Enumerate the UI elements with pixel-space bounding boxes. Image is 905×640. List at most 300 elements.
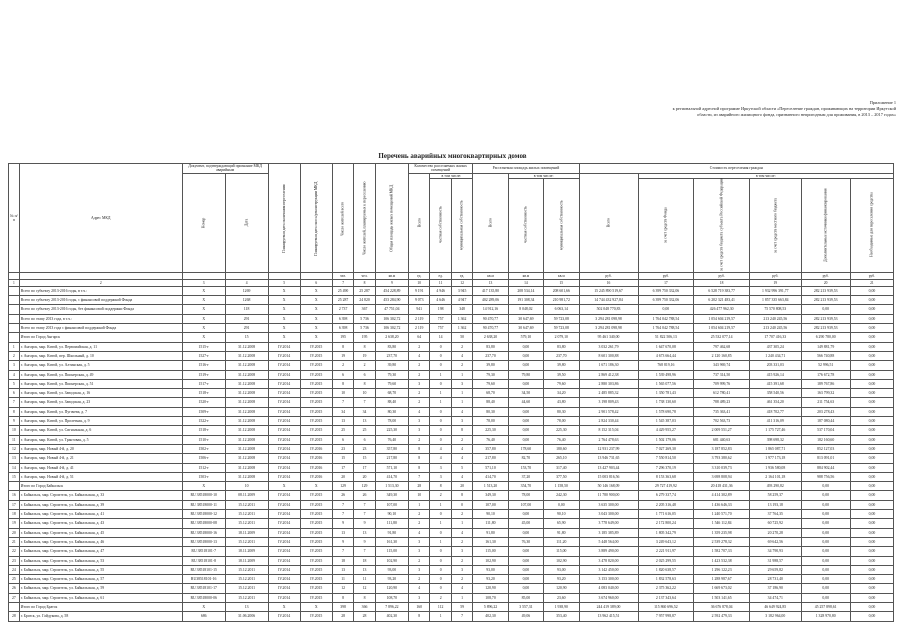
table-row [9,426,894,435]
table-cell: 39,80 [544,361,579,370]
table-cell: 76,30 [508,537,543,546]
table-cell: 0 [430,565,451,574]
table-cell: 2 137 343,64 [638,593,694,602]
table-cell: 2 539 278,32 [694,537,750,546]
table-cell: 31.12.2008 [225,444,268,453]
table-cell: 90,10 [375,510,408,519]
table-cell: 282 213 939,53 [801,286,850,295]
table-cell: 21 [9,537,20,546]
table-cell: 358 540,56 [750,389,801,398]
table-cell: 31.12.2008 [225,472,268,481]
table-cell: 7 [332,547,353,556]
table-cell: 13 [332,528,353,537]
table-cell: 107,00 [473,500,508,509]
table-cell: 12 [332,584,353,593]
table-cell: 91,80 [375,528,408,537]
table-cell: 111,20 [544,537,579,546]
table-cell: 22 [9,547,20,556]
table-cell: 0,00 [508,407,543,416]
address-cell: г. Ангарск, мкр. Китой, ул. Заводская, д. 23 [19,398,182,407]
table-cell: 1 771 616,05 [638,510,694,519]
table-cell: IV.2016 [300,463,332,472]
table-cell: 8 [451,491,472,500]
table-cell: X [300,314,332,323]
table-cell: 78,00 [544,417,579,426]
column-number-cell: 15 [544,279,579,286]
summary-row [9,305,894,314]
table-cell: 2 [451,435,472,444]
table-cell: 0,00 [801,575,850,584]
table-cell: 31.12.2008 [225,389,268,398]
table-cell: 5 448 564,00 [579,537,638,546]
table-cell: 0,00 [850,556,893,565]
table-cell: 8 [451,426,472,435]
table-cell: 265,10 [544,454,579,463]
table-cell: 2 880 303,86 [579,379,638,388]
table-cell: 366 [354,602,375,611]
table-cell: 19 [332,351,353,360]
table-cell: 1 328 970,80 [801,612,850,621]
table-cell: 9 [332,519,353,528]
table-cell: 3 [451,379,472,388]
table-cell: 59 [451,602,472,611]
table-cell: 20 [354,472,375,481]
table-cell: 17 [9,500,20,509]
table-cell: 76,40 [473,435,508,444]
table-cell: 10 [409,491,430,500]
table-cell: 65,90 [544,519,579,528]
col-header-cost-total: Всего [579,173,638,272]
table-cell: 25 490 [332,286,353,295]
table-cell: IV.2014 [268,398,300,407]
unit-cell [182,272,225,279]
table-cell: 34,50 [508,389,543,398]
col-header-area-total: Всего [473,173,508,272]
table-cell: 80,30 [544,407,579,416]
table-cell: 4 [451,351,472,360]
table-cell: IV.2014 [268,510,300,519]
table-cell: 19 [354,351,375,360]
table-cell: 2 [409,435,430,444]
table-cell: 191 308,34 [508,296,543,305]
table-cell: 31.12.2008 [225,426,268,435]
table-cell: 23 [354,444,375,453]
table-cell: 2 205 316,48 [638,500,694,509]
table-cell: 11 780 900,00 [579,491,638,500]
table-cell: 3 249 643,12 [638,537,694,546]
table-cell: 58 259,37 [750,491,801,500]
table-cell: 5 [9,379,20,388]
address-cell: г. Байкальск, мкр. Строитель, ул. Байкальская, д. 46 [19,537,182,546]
table-cell: 225,30 [375,426,408,435]
table-cell: 0,00 [850,612,893,621]
table-cell: 18 [332,556,353,565]
table-cell: 3 557,31 [508,602,543,611]
table-cell: 349,30 [473,491,508,500]
table-cell: 0,00 [508,426,543,435]
table-cell: 31.12.2008 [225,454,268,463]
column-number-cell: 13 [473,279,508,286]
table-cell: 402,30 [473,612,508,621]
table-cell: 502 048 770,83 [579,305,638,314]
annex-block [616,100,896,118]
table-cell: 1 545 387,03 [638,417,694,426]
summary-row [9,333,894,342]
table-cell: 106 302,72 [375,324,408,333]
table-cell: 2 824 330,44 [579,417,638,426]
table-cell: 15.12.2011 [225,519,268,528]
table-cell: IV.2014 [268,407,300,416]
table-cell: 79,80 [508,370,543,379]
table-cell: 12 [354,584,375,593]
table-cell: 08.11.2009 [225,491,268,500]
table-cell: 129 [332,482,353,491]
table-cell: 2 764 478,63 [579,435,638,444]
col-header-total-area: Общая площадь жилых помещений МКД [375,164,408,273]
table-cell: 213 240 245,56 [750,314,801,323]
table-cell: 6 290 780,00 [801,333,850,342]
table-cell: 1 158,50 [544,482,579,491]
table-cell: 52 996,51 [801,361,850,370]
table-cell: IV.2015 [300,407,332,416]
table-cell: 203 331,03 [750,361,801,370]
col-header-unfin: Необходимые для переселения средства [850,178,893,272]
annex-line: Приложение 1 [869,100,896,105]
table-cell: 106 302,72 [375,314,408,323]
table-cell: 1 240 434,71 [750,351,801,360]
table-cell: 3 198 809,43 [579,398,638,407]
table-cell: 0 [430,417,451,426]
table-cell: 0 [430,379,451,388]
col-header-no: № п/п [9,164,20,273]
table-row [9,575,894,584]
column-number-cell: 9 [375,279,408,286]
table-cell: 1510-г [182,435,225,444]
summary-row [9,314,894,323]
table-cell: 153,70 [508,463,543,472]
table-cell: 25 [9,575,20,584]
table-cell: 12 [9,444,20,453]
table-row [9,379,894,388]
table-cell: 34 474,71 [750,593,801,602]
table-cell: 0,00 [850,324,893,333]
table-row [9,510,894,519]
table-cell: 83,80 [375,342,408,351]
col-header-sub: в том числе: [508,173,579,178]
table-row [9,565,894,574]
table-cell: IV.2015 [300,351,332,360]
table-cell: 93,20 [473,575,508,584]
table-cell: 2 375 362,22 [638,584,694,593]
table-cell: 0,00 [850,314,893,323]
table-cell: IV.2014 [268,417,300,426]
table-cell: 26 [332,491,353,500]
table-cell: 14 912,16 [473,305,508,314]
table-cell: RU 38518101-7 [182,547,225,556]
table-cell: 78,00 [508,491,543,500]
table-cell: 2 869 412,38 [579,370,638,379]
table-cell: 208 534,14 [508,286,543,295]
table-cell: 11 [9,435,20,444]
table-cell: IV.2014 [268,612,300,621]
table-cell: IV.2015 [300,593,332,602]
table-cell: 2 638,20 [375,333,408,342]
table-cell: 115,00 [375,547,408,556]
table-cell: 25 287 [354,286,375,295]
col-header-residents-plan: Число жителей, планируемых к переселению [354,164,375,273]
table-cell: 178,60 [508,444,543,453]
table-cell: 11 [332,575,353,584]
table-cell: IV.2014 [268,389,300,398]
table-cell: IV.2015 [300,565,332,574]
table-cell: 79,60 [473,379,508,388]
table-cell: 3 [409,565,430,574]
table-cell: X [268,333,300,342]
table-cell: IV.2016 [300,444,332,453]
table-cell: 1520-г [182,398,225,407]
table-cell: 1 [430,370,451,379]
address-cell: Всего по этапу 2013 года с финансовой поддержкой Фонда [19,324,182,333]
column-number-cell: 20 [801,279,850,286]
table-cell: 2 009 551,27 [694,426,750,435]
table-cell: 437 305,24 [750,342,801,351]
table-cell: 2 [451,361,472,370]
table-cell: 93,00 [544,565,579,574]
table-cell: 1518-г [182,389,225,398]
unit-cell [19,272,182,279]
table-cell: 102,90 [375,556,408,565]
address-cell: г. Байкальск, мкр. Строитель, ул. Байкальская, д. 39 [19,500,182,509]
address-cell: г. Байкальск, мкр. Строитель, ул. Байкальская, д. 33 [19,491,182,500]
table-cell [9,482,20,491]
table-cell: 2 025 299,55 [638,556,694,565]
table-cell [9,296,20,305]
table-cell: 4 [430,454,451,463]
table-cell: 2 [430,593,451,602]
table-cell: IV.2015 [300,435,332,444]
table-cell: 6 528 719 383,77 [694,286,750,295]
table-cell: 1512-г [182,463,225,472]
table-cell: 11 [354,575,375,584]
table-cell: 0,00 [850,389,893,398]
table-cell: 737 314,50 [694,370,750,379]
table-cell: 0,00 [801,305,850,314]
table-cell: 8 [354,342,375,351]
table-cell: 8 [430,482,451,491]
table-cell: X [300,296,332,305]
table-cell: 23,60 [544,593,579,602]
table-cell: 163 799,32 [801,389,850,398]
table-cell: 1502-г [182,444,225,453]
column-number-cell: 6 [300,279,332,286]
col-header-address: Адрес МКД [19,164,182,273]
table-cell: 15 [9,472,20,481]
table-cell: 1519-г [182,370,225,379]
address-cell: Всего по субъекту 2013-2016 годы, без финансовой поддержки Фонда [19,305,182,314]
table-cell: 988 756,56 [801,472,850,481]
table-cell: IV.2014 [268,565,300,574]
address-cell: г. Ангарск, мкр. Китой, ул. Трактовая, д. 5 [19,435,182,444]
table-cell: IV.2016 [300,454,332,463]
table-cell: 2 592 479,33 [694,612,750,621]
table-cell: 0,00 [850,584,893,593]
table-cell: 6 [332,370,353,379]
table-cell: 2 737 [332,305,353,314]
table-cell: 0,00 [850,472,893,481]
table-cell: 1 582 707,33 [694,547,750,556]
table-cell: 579,10 [508,333,543,342]
table-cell: 161,30 [473,537,508,546]
column-number-cell: 18 [694,279,750,286]
table-cell: 357,80 [473,444,508,453]
table-cell: 681 440,63 [694,435,750,444]
table-cell: 60 725,92 [750,519,801,528]
table-cell: 454 228,89 [375,286,408,295]
table-cell: 8 601 300,88 [579,351,638,360]
table-cell: 28 [354,612,375,621]
column-number-cell: 17 [638,279,694,286]
table-cell: 43,80 [544,398,579,407]
table-cell: 4 [409,351,430,360]
table-cell: RU 38518000-08 [182,519,225,528]
table-cell: 0,00 [850,417,893,426]
table-cell: 79,30 [473,370,508,379]
table-cell: 13 193,18 [750,500,801,509]
table-cell: 4 [451,444,472,453]
table-cell: 1 054 604 219,57 [694,314,750,323]
table-cell: 0,00 [801,556,850,565]
table-cell: 90,10 [544,510,579,519]
table-cell: 31.12.2008 [225,351,268,360]
table-cell: 291 [225,324,268,333]
table-cell: 2 [451,510,472,519]
table-cell: 83,80 [544,342,579,351]
address-cell: г. Ангарск, мкр. Новый 4-й, д. 20 [19,444,182,453]
emergency-houses-table [8,163,894,622]
table-cell: 2 [9,351,20,360]
table-cell: 50 146 168,09 [579,482,638,491]
column-number-cell: 3 [182,279,225,286]
table-cell: 3 294 281 098,98 [579,324,638,333]
table-cell: 4 946 [430,286,451,295]
table-cell: 187 080,44 [801,417,850,426]
table-cell: 28 [409,482,430,491]
table-row [9,342,894,351]
table-cell: 78,00 [473,417,508,426]
table-cell: 8 [354,379,375,388]
table-cell: 768 819,16 [638,361,694,370]
table-cell: 398 698,32 [750,435,801,444]
table-cell: 797 462,68 [694,342,750,351]
table-cell: 4 673 664,44 [638,351,694,360]
table-cell: IV.2014 [268,528,300,537]
address-cell: г. Ангарск, мкр. Китой, ул. Заводская, д. 16 [19,389,182,398]
table-cell [9,324,20,333]
unit-cell: ед. [451,272,472,279]
table-cell: 8 [354,593,375,602]
table-cell: 20 270,28 [750,528,801,537]
table-row [9,351,894,360]
table-cell: 31.12.2008 [225,435,268,444]
table-cell: 0,00 [850,361,893,370]
units-row [9,272,894,279]
table-cell: 68,70 [375,389,408,398]
table-cell: 13 962 415,51 [579,612,638,621]
table-cell: 0,00 [850,435,893,444]
table-cell: 93,20 [375,575,408,584]
table-cell: 3 [409,417,430,426]
table-cell: 31.12.2008 [225,463,268,472]
table-cell: 8 048,02 [508,305,543,314]
table-cell: IV.2014 [268,537,300,546]
table-cell: 18 [9,510,20,519]
table-cell: 0 [430,547,451,556]
table-cell: 566 740,88 [801,351,850,360]
table-cell: IV.2014 [268,435,300,444]
table-cell: 9 073 [409,296,430,305]
table-cell: IV.2014 [268,547,300,556]
unit-cell [9,272,20,279]
table-cell: 13 [354,565,375,574]
table-cell: 291 [225,314,268,323]
table-cell: 102,90 [544,556,579,565]
table-cell: 1 503 141,65 [694,593,750,602]
table-cell: 95 461 340,00 [579,333,638,342]
address-cell: г. Ангарск, мкр. Китой, ул. Первомайская, д. 11 [19,342,182,351]
table-cell: IV.2015 [300,342,332,351]
table-cell: 2 [409,389,430,398]
table-cell: 15.12.2011 [225,584,268,593]
table-cell: 3 [430,472,451,481]
table-cell: 0,00 [801,593,850,602]
table-cell: 2 [451,342,472,351]
table-cell: 0,00 [850,370,893,379]
col-header-area-private: частная собственность [508,178,543,272]
col-header-sub: в том числе: [638,173,894,178]
table-cell: 34 [354,407,375,416]
table-cell: 7 [354,547,375,556]
table-cell: 111,80 [375,519,408,528]
table-cell: 31.12.2008 [225,370,268,379]
table-cell: 0,00 [508,351,543,360]
col-header-municipal: муниципальная собственность [451,178,472,272]
column-number-cell: 12 [451,279,472,286]
table-cell: 0,00 [544,500,579,509]
table-cell: 3 674 960,00 [579,593,638,602]
table-header-row [9,164,894,174]
table-row [9,417,894,426]
table-cell: 1 820 638,57 [638,565,694,574]
table-cell: 1 865 087,71 [750,444,801,453]
table-row [9,519,894,528]
address-cell: г. Братск, ул. Гайдукова, д. 58 [19,612,182,621]
table-cell: X [268,286,300,295]
table-cell: 0,00 [508,510,543,519]
table-cell: 28 [332,612,353,621]
summary-row [9,602,894,611]
table-cell: 2 [451,537,472,546]
column-number-cell: 14 [508,279,543,286]
col-header-private: частная собственность [430,178,451,272]
table-cell: X [300,286,332,295]
table-cell: 3 778 649,00 [579,519,638,528]
table-cell: 1 359 235,98 [694,528,750,537]
table-cell: 0,00 [508,584,543,593]
table-cell: 3 [9,361,20,370]
col-header-region: за счет средств бюджета субъекта Российской Федерации [694,178,750,272]
table-cell [9,602,20,611]
table-cell: 4 [409,407,430,416]
